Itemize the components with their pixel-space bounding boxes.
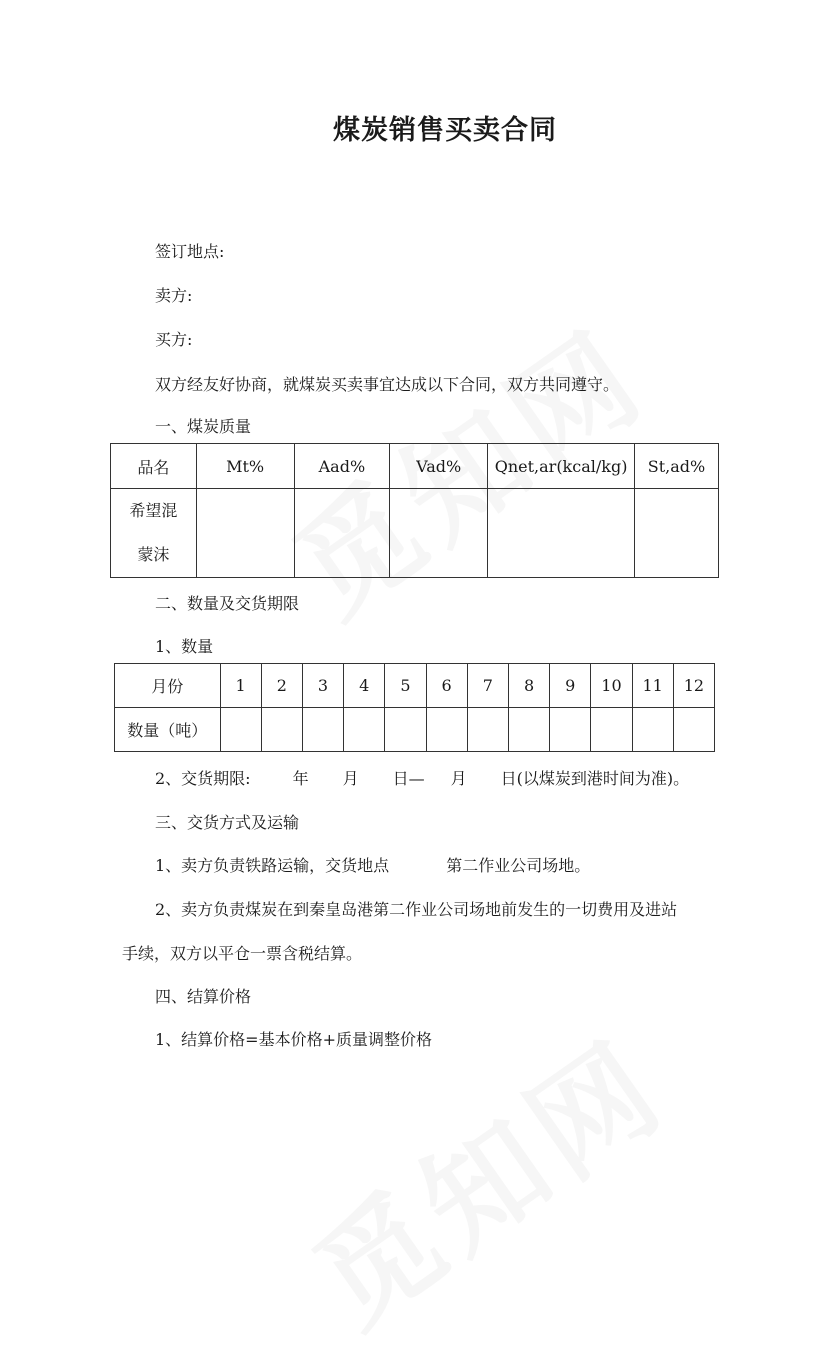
section-heading-price: 四、结算价格 — [155, 987, 252, 1006]
section-heading-quantity: 二、数量及交货期限 — [155, 594, 300, 613]
month-cell: 11 — [632, 664, 673, 708]
delivery-item-1 — [155, 853, 590, 876]
table-header-row — [111, 444, 719, 489]
table-cell — [220, 708, 261, 752]
header-product-name: 品名 — [111, 444, 197, 489]
month-label: 月 — [342, 769, 359, 788]
price-item-1: 1、结算价格=基本价格+质量调整价格 — [155, 1030, 432, 1049]
month-cell: 7 — [467, 664, 508, 708]
table-cell — [385, 708, 426, 752]
delivery-tail-text: 日(以煤炭到港时间为准)。 — [500, 769, 690, 788]
product-name-line: 蒙沫 — [137, 545, 170, 564]
delivery-item-1-text: 1、卖方负责铁路运输，交货地点 — [155, 856, 390, 875]
table-cell — [426, 708, 467, 752]
table-cell — [261, 708, 302, 752]
month-cell: 1 — [220, 664, 261, 708]
product-name-cell — [111, 489, 197, 578]
quantity-label-cell: 数量（吨） — [115, 708, 221, 752]
table-cell — [673, 708, 714, 752]
month-cell: 4 — [344, 664, 385, 708]
intro-paragraph: 双方经友好协商，就煤炭买卖事宜达成以下合同，双方共同遵守。 — [155, 375, 620, 394]
table-cell — [591, 708, 632, 752]
table-row — [111, 489, 719, 578]
section-heading-delivery: 三、交货方式及运输 — [155, 813, 300, 832]
delivery-item-1-place: 第二作业公司场地。 — [446, 856, 591, 875]
delivery-item-2-line2: 手续，双方以平仓一票含税结算。 — [122, 944, 363, 963]
header-aad: Aad% — [294, 444, 390, 489]
month-label-cell: 月份 — [115, 664, 221, 708]
coal-quality-table — [110, 443, 719, 578]
subheading-quantity: 1、数量 — [155, 637, 214, 656]
table-cell — [390, 489, 488, 578]
header-qnet: Qnet,ar(kcal/kg) — [488, 444, 635, 489]
seller-field: 卖方: — [155, 286, 193, 305]
buyer-field: 买方: — [155, 330, 193, 349]
table-header-row — [115, 664, 715, 708]
month-cell: 5 — [385, 664, 426, 708]
table-cell — [508, 708, 549, 752]
page-title: 煤炭销售买卖合同 — [333, 115, 557, 146]
delivery-period-line — [155, 766, 689, 789]
delivery-item-2-line1: 2、卖方负责煤炭在到秦皇岛港第二作业公司场地前发生的一切费用及进站 — [155, 900, 678, 919]
table-cell — [344, 708, 385, 752]
table-cell — [635, 489, 719, 578]
day-dash-label: 日— — [392, 769, 425, 788]
year-label: 年 — [292, 769, 309, 788]
table-cell — [550, 708, 591, 752]
table-cell — [196, 489, 294, 578]
product-name-line: 希望混 — [129, 501, 178, 520]
header-mt: Mt% — [196, 444, 294, 489]
month-cell: 9 — [550, 664, 591, 708]
delivery-period-label: 2、交货期限: — [155, 769, 251, 788]
table-cell — [467, 708, 508, 752]
table-cell — [488, 489, 635, 578]
table-cell — [302, 708, 343, 752]
header-vad: Vad% — [390, 444, 488, 489]
header-st: St,ad% — [635, 444, 719, 489]
month-cell: 8 — [508, 664, 549, 708]
monthly-quantity-table — [114, 663, 715, 752]
table-row — [115, 708, 715, 752]
month-cell: 2 — [261, 664, 302, 708]
section-heading-quality: 一、煤炭质量 — [155, 417, 252, 436]
month-cell: 12 — [673, 664, 714, 708]
signing-place-field: 签订地点: — [155, 242, 225, 261]
month-cell: 3 — [302, 664, 343, 708]
month-label-2: 月 — [450, 769, 467, 788]
table-cell — [294, 489, 390, 578]
table-cell — [632, 708, 673, 752]
month-cell: 6 — [426, 664, 467, 708]
month-cell: 10 — [591, 664, 632, 708]
